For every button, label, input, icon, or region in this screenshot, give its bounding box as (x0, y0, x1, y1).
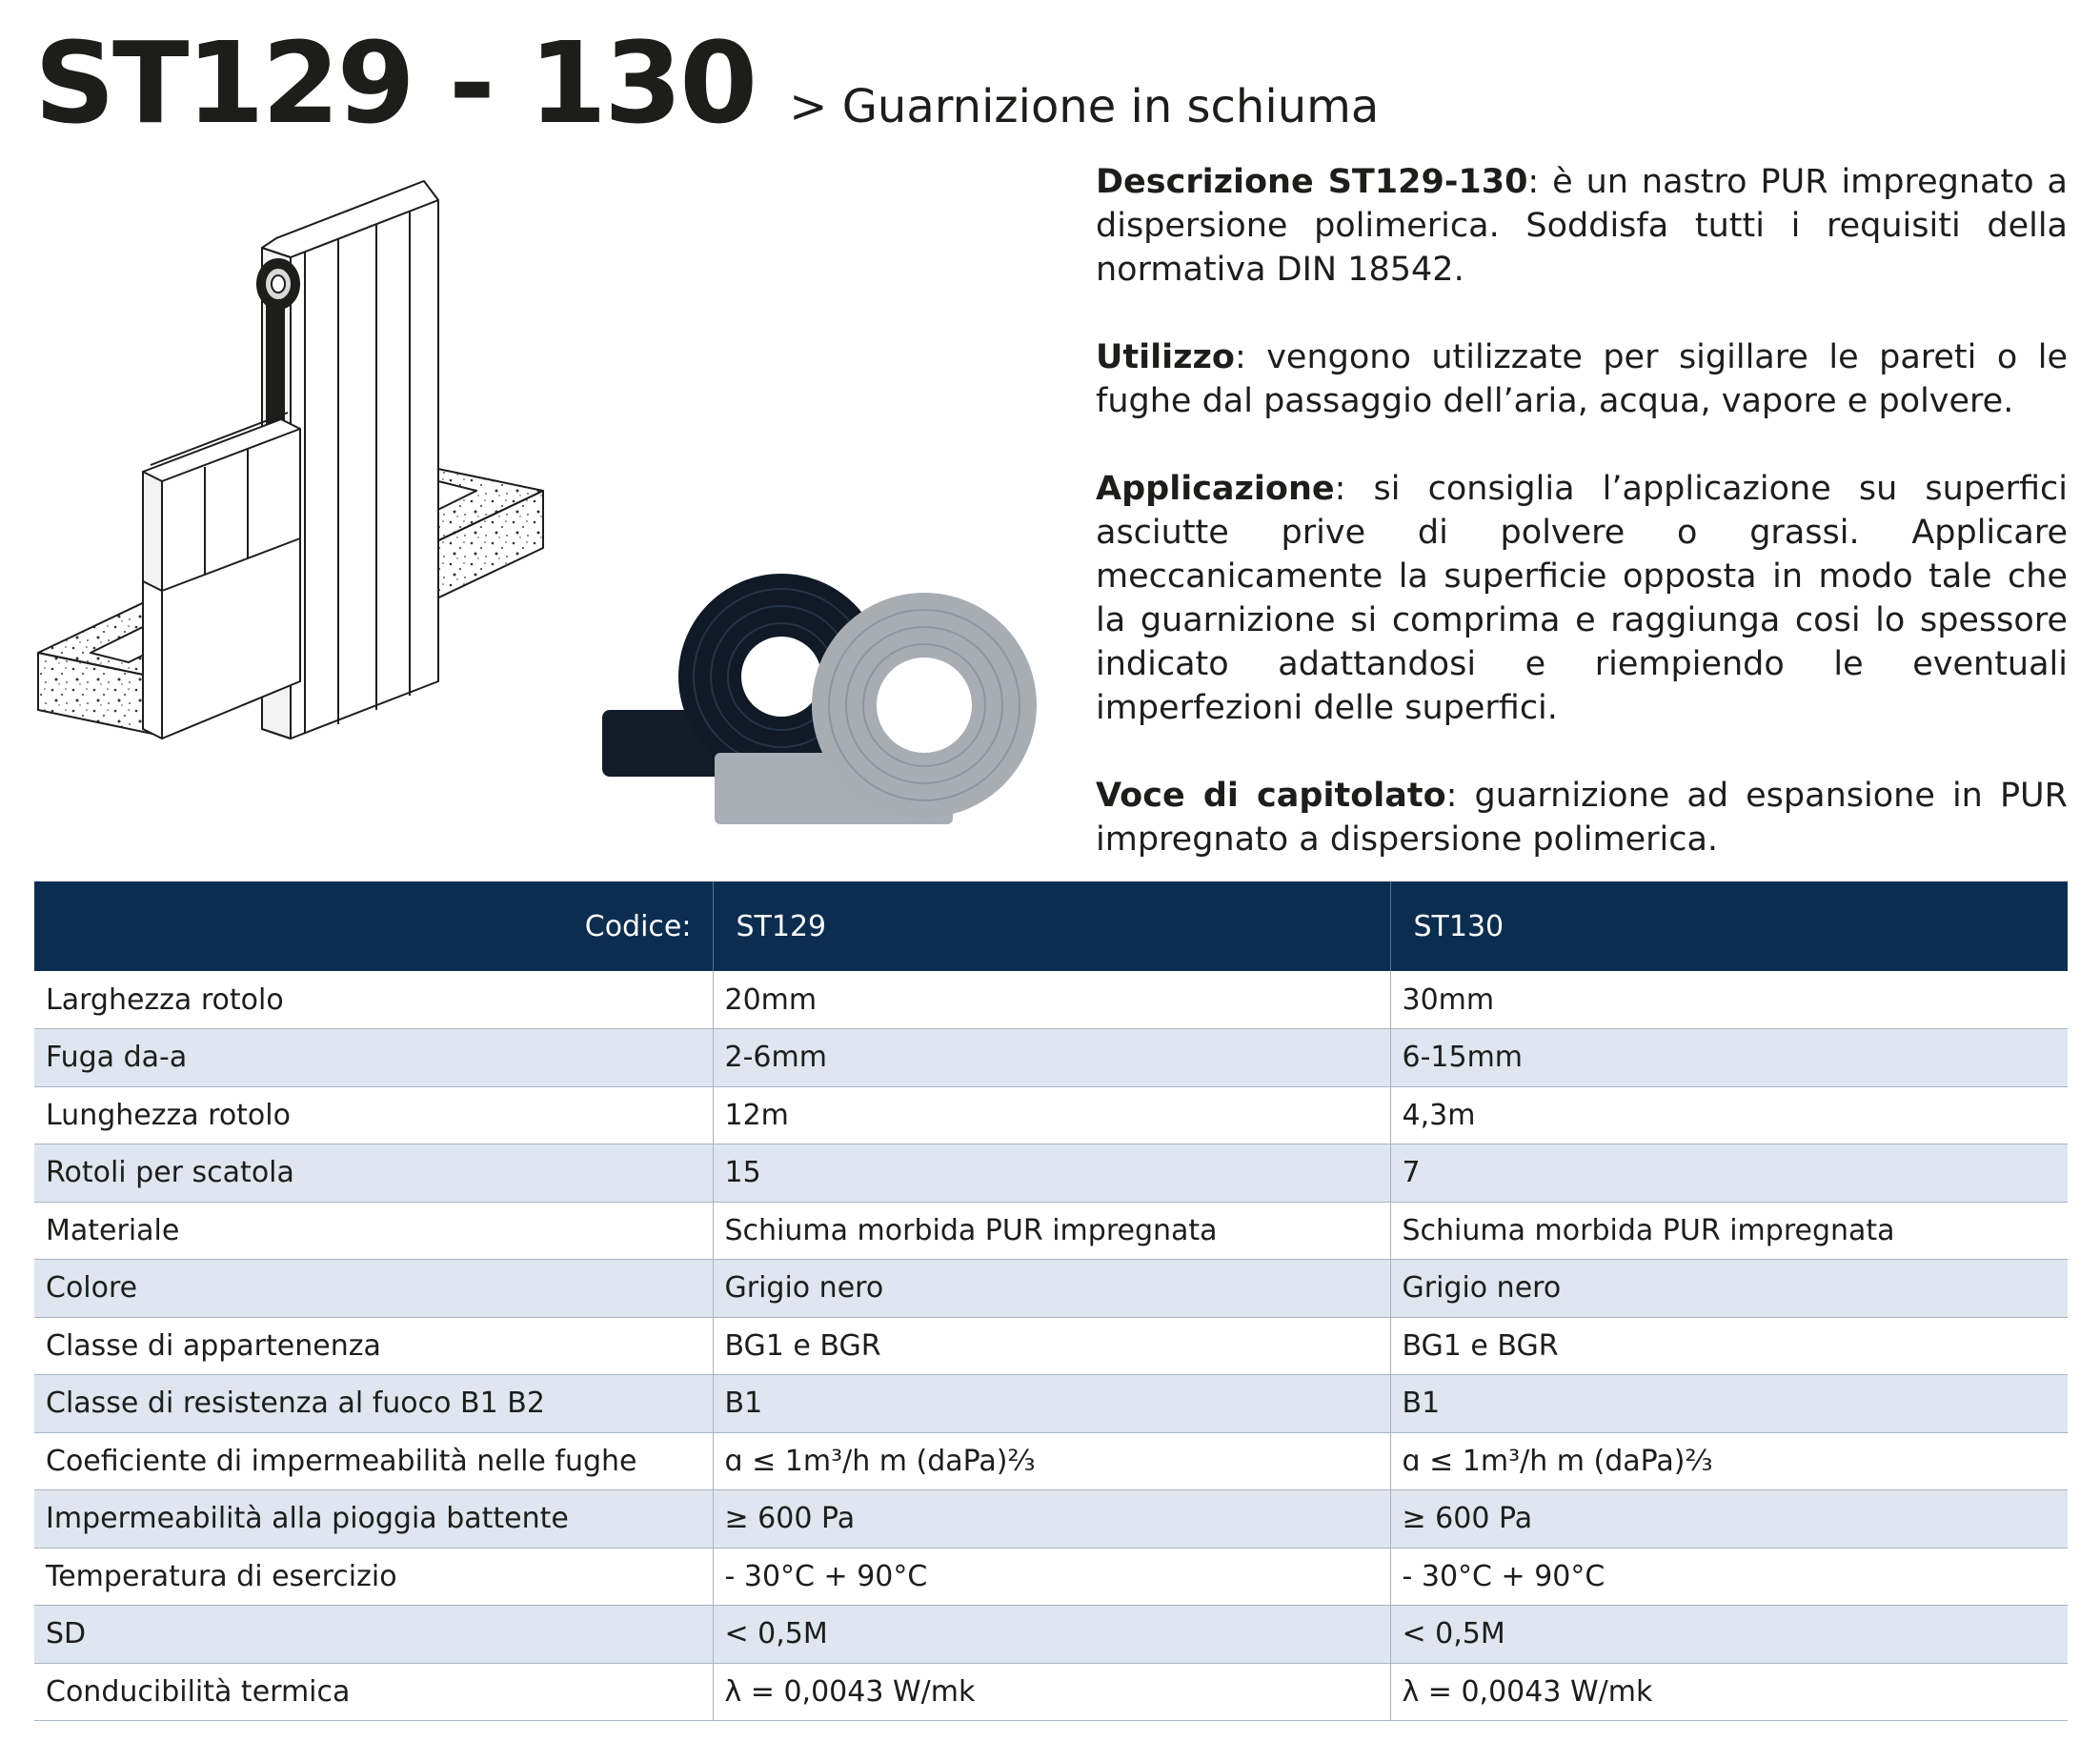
row-value-st129: λ = 0,0043 W/mk (713, 1663, 1390, 1721)
table-header-row (34, 881, 2068, 971)
product-code: ST129 - 130 (34, 17, 756, 149)
product-description (1096, 160, 2068, 905)
row-value-st129: ≥ 600 Pa (713, 1490, 1390, 1549)
row-value-st129: 12m (713, 1086, 1390, 1144)
table-row (34, 1144, 2068, 1203)
table-row (34, 1663, 2068, 1721)
table-row (34, 1202, 2068, 1260)
row-label: Temperatura di esercizio (34, 1548, 713, 1606)
row-label: Conducibilità termica (34, 1663, 713, 1721)
header-code-label: Codice: (34, 881, 713, 971)
row-value-st129: Grigio nero (713, 1260, 1390, 1318)
table-row (34, 1548, 2068, 1606)
row-value-st129: 2-6mm (713, 1029, 1390, 1087)
row-label: SD (34, 1606, 713, 1664)
usage-paragraph (1096, 335, 2068, 423)
row-value-st129: - 30°C + 90°C (713, 1548, 1390, 1606)
row-label: Classe di resistenza al fuoco B1 B2 (34, 1375, 713, 1433)
usage-label: Utilizzo (1096, 338, 1235, 376)
application-label: Applicazione (1096, 470, 1335, 508)
specification-text: : guarnizione ad espansione in PUR impregnato a dispersione polimerica. (1096, 777, 2068, 859)
table-row (34, 1606, 2068, 1664)
row-label: Classe di appartenenza (34, 1317, 713, 1375)
row-value-st130: - 30°C + 90°C (1390, 1548, 2068, 1606)
row-value-st129: Schiuma morbida PUR impregnata (713, 1202, 1390, 1260)
table-row (34, 1317, 2068, 1375)
header-st130: ST130 (1390, 881, 2068, 971)
row-label: Larghezza rotolo (34, 971, 713, 1029)
row-value-st129: BG1 e BGR (713, 1317, 1390, 1375)
spec-table (34, 881, 2068, 1721)
description-text: : è un nastro PUR impregnato a dispersione polimerica. Soddisfa tutti i requisiti della normativa DIN 18542. (1096, 163, 2068, 289)
table-row (34, 971, 2068, 1029)
table-row (34, 1432, 2068, 1490)
table-row (34, 1086, 2068, 1144)
specification-paragraph (1096, 774, 2068, 861)
foam-tape-photo (591, 572, 1048, 839)
row-value-st130: Schiuma morbida PUR impregnata (1390, 1202, 2068, 1260)
row-value-st129: ɑ ≤ 1m³/h m (daPa)⅔ (713, 1432, 1390, 1490)
table-row (34, 1029, 2068, 1087)
description-paragraph (1096, 160, 2068, 292)
row-label: Materiale (34, 1202, 713, 1260)
row-value-st130: 7 (1390, 1144, 2068, 1203)
table-row (34, 1260, 2068, 1318)
header-st129: ST129 (713, 881, 1390, 971)
row-value-st130: BG1 e BGR (1390, 1317, 2068, 1375)
row-value-st129: B1 (713, 1375, 1390, 1433)
row-label: Colore (34, 1260, 713, 1318)
row-value-st130: Grigio nero (1390, 1260, 2068, 1318)
row-value-st130: B1 (1390, 1375, 2068, 1433)
application-paragraph (1096, 467, 2068, 730)
row-label: Fuga da-a (34, 1029, 713, 1087)
product-subtitle: > Guarnizione in schiuma (789, 80, 1380, 133)
row-value-st129: < 0,5M (713, 1606, 1390, 1664)
row-value-st130: 6-15mm (1390, 1029, 2068, 1087)
description-label: Descrizione ST129-130 (1096, 163, 1528, 201)
row-value-st130: < 0,5M (1390, 1606, 2068, 1664)
table-row (34, 1375, 2068, 1433)
row-value-st130: 4,3m (1390, 1086, 2068, 1144)
title-block (34, 17, 1379, 149)
row-label: Rotoli per scatola (34, 1144, 713, 1203)
row-value-st130: ≥ 600 Pa (1390, 1490, 2068, 1549)
row-value-st130: ɑ ≤ 1m³/h m (daPa)⅔ (1390, 1432, 2068, 1490)
row-value-st129: 15 (713, 1144, 1390, 1203)
row-value-st130: λ = 0,0043 W/mk (1390, 1663, 2068, 1721)
specification-label: Voce di capitolato (1096, 777, 1446, 815)
row-value-st129: 20mm (713, 971, 1390, 1029)
table-row (34, 1490, 2068, 1549)
row-label: Impermeabilità alla pioggia battente (34, 1490, 713, 1549)
row-value-st130: 30mm (1390, 971, 2068, 1029)
row-label: Coeficiente di impermeabilità nelle fughe (34, 1432, 713, 1490)
application-text: : si consiglia l’applicazione su superfici asciutte prive di polvere o grassi. Applicare meccanicamente la superficie opposta in modo tale che la guarnizione si comprima e raggiunga cosi lo spessore indicato adattandosi e riempiendo le eventuali imperfezioni delle superfici. (1096, 470, 2068, 727)
usage-text: : vengono utilizzate per sigillare le pareti o le fughe dal passaggio dell’aria, acqua, vapore e polvere. (1096, 338, 2068, 420)
row-label: Lunghezza rotolo (34, 1086, 713, 1144)
installation-illustration (29, 162, 572, 848)
